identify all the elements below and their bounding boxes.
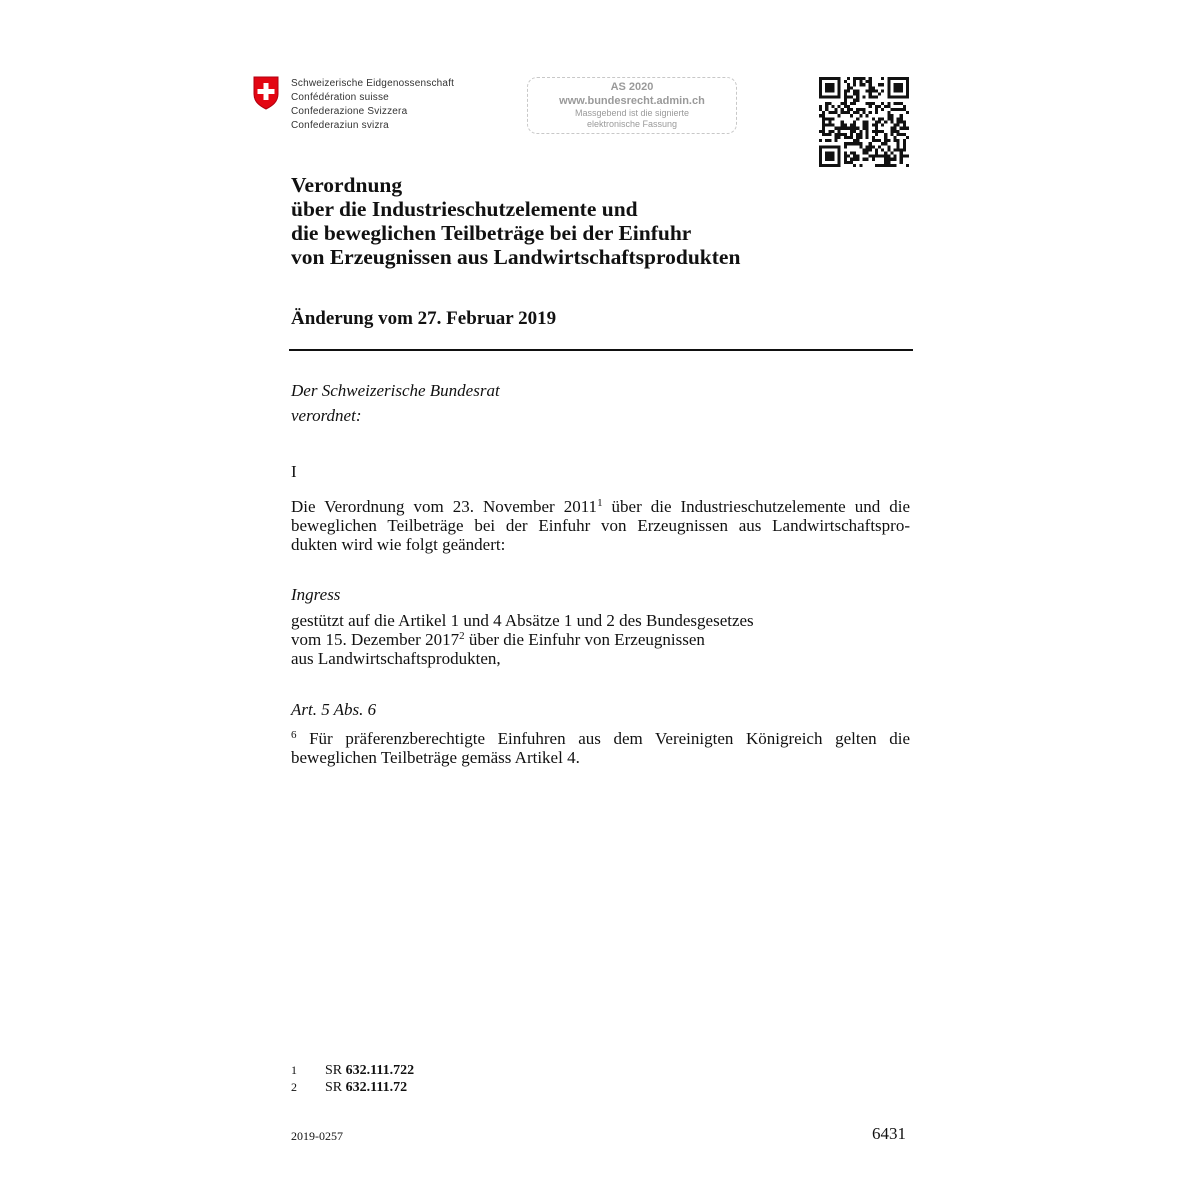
preamble xyxy=(291,378,500,428)
document-title xyxy=(291,173,740,269)
article-paragraph xyxy=(291,729,910,767)
article-heading: Art. 5 Abs. 6 xyxy=(291,700,377,719)
section-number: I xyxy=(291,462,297,481)
amendment-intro-paragraph xyxy=(291,497,910,554)
stamp-collection: AS 2020 xyxy=(610,81,654,93)
ingress-text: über die Einfuhr von Erzeugnissen xyxy=(464,630,705,649)
footnote-number: 1 xyxy=(291,1063,297,1077)
title-line: Verordnung xyxy=(291,173,403,197)
stamp-website: www.bundesrecht.admin.ch xyxy=(559,95,705,107)
footnote-ref-1[interactable]: 1 xyxy=(597,497,603,509)
footnote-prefix: SR xyxy=(325,1063,346,1078)
ingress-text: vom 15. Dezember 2017 xyxy=(291,630,460,649)
preamble-verb: verordnet: xyxy=(291,406,362,425)
qr-code-icon xyxy=(819,77,909,167)
ingress-line: gestützt auf die Artikel 1 und 4 Absätze 1 und 2 des Bundesgesetzes xyxy=(291,611,754,630)
preamble-authority: Der Schweizerische Bundesrat xyxy=(291,381,500,400)
ingress-line xyxy=(291,630,851,649)
article-text: Für präferenzberechtigte Einfuhren aus dem Vereinigten Königreich gelten die xyxy=(296,729,910,748)
official-publication-stamp xyxy=(527,77,737,134)
footnote-number: 2 xyxy=(291,1080,297,1094)
intro-text: Die Verordnung vom 23. November 2011 xyxy=(291,497,598,516)
paragraph-number: 6 xyxy=(291,729,297,741)
intro-line: dukten wird wie folgt geändert: xyxy=(291,535,506,554)
amendment-date: Änderung vom 27. Februar 2019 xyxy=(291,308,557,329)
document-id: 2019-0257 xyxy=(291,1129,343,1143)
ingress-heading: Ingress xyxy=(291,585,341,604)
footnote-sr-reference[interactable]: 632.111.722 xyxy=(345,1063,415,1078)
ingress-line: aus Landwirtschaftsprodukten, xyxy=(291,649,501,668)
swiss-coat-of-arms-icon xyxy=(252,76,280,110)
title-line: von Erzeugnissen aus Landwirtschaftsprodukten xyxy=(291,245,741,269)
intro-line xyxy=(291,497,910,516)
title-line: die beweglichen Teilbeträge bei der Einfuhr xyxy=(291,221,692,245)
footnote-sr-reference[interactable]: 632.111.72 xyxy=(345,1080,408,1095)
federal-name-rm: Confederaziun svizra xyxy=(291,120,389,131)
stamp-note-line1: Massgebend ist die signierte xyxy=(574,108,690,118)
footnote xyxy=(291,1079,414,1096)
article-line xyxy=(291,729,910,748)
title-line: über die Industrieschutzelemente und xyxy=(291,197,638,221)
ingress-paragraph xyxy=(291,611,851,668)
footnote xyxy=(291,1062,414,1079)
footnote-ref-2[interactable]: 2 xyxy=(459,630,465,642)
intro-line: beweglichen Teilbeträge bei der Einfuhr von Erzeugnissen aus Landwirtschaftspro- xyxy=(291,516,910,535)
stamp-note-line2: elektronische Fassung xyxy=(586,119,678,129)
title-divider xyxy=(289,349,913,351)
article-line: beweglichen Teilbeträge gemäss Artikel 4. xyxy=(291,748,580,767)
federal-administration-names xyxy=(291,77,454,133)
federal-name-fr: Confédération suisse xyxy=(291,92,389,103)
page-number: 6431 xyxy=(872,1124,906,1143)
intro-text: über die Industrieschutzelemente und die xyxy=(602,497,910,516)
federal-name-it: Confederazione Svizzera xyxy=(291,106,408,117)
footnotes xyxy=(291,1062,414,1096)
federal-name-de: Schweizerische Eidgenossenschaft xyxy=(291,78,455,89)
footnote-prefix: SR xyxy=(325,1080,346,1095)
